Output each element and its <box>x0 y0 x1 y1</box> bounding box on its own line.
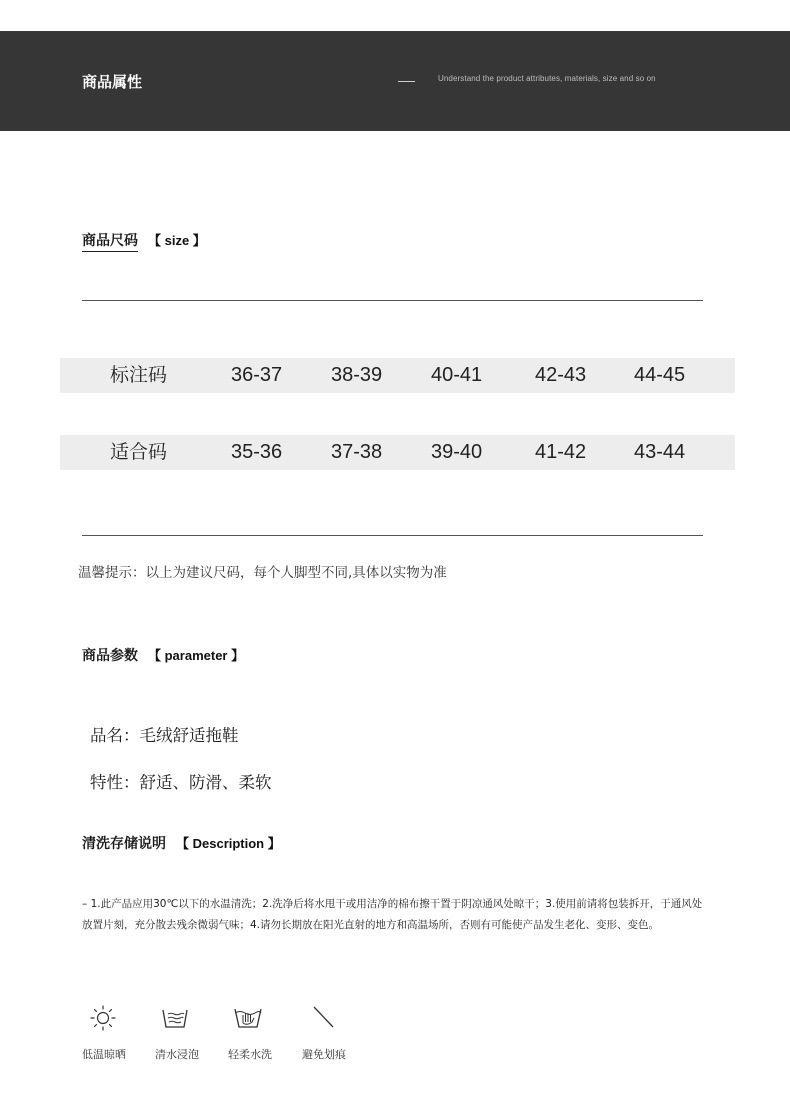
size-title-en: 【 size 】 <box>148 233 206 248</box>
sun-icon <box>86 1003 120 1033</box>
param-name: 品名：毛绒舒适拖鞋 <box>90 726 239 745</box>
size-cell: 42-43 <box>535 364 587 386</box>
size-cell: 41-42 <box>535 441 587 463</box>
param-feature: 特性：舒适、防滑、柔软 <box>90 773 272 792</box>
header-dash <box>398 81 415 82</box>
desc-title-cn: 清洗存储说明 <box>82 836 166 852</box>
param-section-title <box>82 645 244 665</box>
param-title-en: 【 parameter 】 <box>148 648 245 663</box>
size-row-fit <box>60 435 735 470</box>
size-row-label: 适合码 <box>110 441 168 463</box>
size-bottom-rule <box>82 535 703 536</box>
care-label: 避免划痕 <box>302 1048 346 1061</box>
size-cell: 40-41 <box>431 364 483 386</box>
soak-tub-icon <box>158 1003 192 1033</box>
size-cell: 38-39 <box>331 364 383 386</box>
size-top-rule <box>82 300 703 301</box>
header-subtitle: Understand the product attributes, materials, size and so on <box>438 74 656 83</box>
size-row-marked <box>60 358 735 393</box>
size-cell: 35-36 <box>231 441 283 463</box>
param-title-cn: 商品参数 <box>82 648 138 664</box>
size-cell: 37-38 <box>331 441 383 463</box>
size-cell: 43-44 <box>634 441 686 463</box>
size-row-label: 标注码 <box>110 364 168 386</box>
size-cell: 36-37 <box>231 364 283 386</box>
size-cell: 44-45 <box>634 364 686 386</box>
desc-section-title <box>82 833 281 853</box>
care-label: 清水浸泡 <box>155 1048 199 1061</box>
header-title: 商品属性 <box>82 73 143 91</box>
hand-wash-icon <box>231 1003 265 1033</box>
size-title-cn: 商品尺码 <box>82 233 138 252</box>
desc-title-en: 【 Description 】 <box>176 836 281 851</box>
size-section-title <box>82 230 206 250</box>
attributes-header <box>0 31 790 131</box>
care-label: 低温晾晒 <box>82 1048 126 1061</box>
desc-text: – 1.此产品应用30℃以下的水温清洗；2.洗净后将水甩干或用洁净的棉布擦干置于阴凉通风处晾干；3.使用前请将包装拆开，于通风处放置片刻，充分散去残余微弱气味；4.请勿长期放在阳光直射的地方和高温场所，否则有可能使产品发生老化、变形、变色。 <box>82 898 703 931</box>
care-label: 轻柔水洗 <box>228 1048 272 1061</box>
size-cell: 39-40 <box>431 441 483 463</box>
size-tip: 温馨提示：以上为建议尺码，每个人脚型不同,具体以实物为准 <box>78 565 447 581</box>
no-scratch-slash-icon <box>306 1003 340 1033</box>
